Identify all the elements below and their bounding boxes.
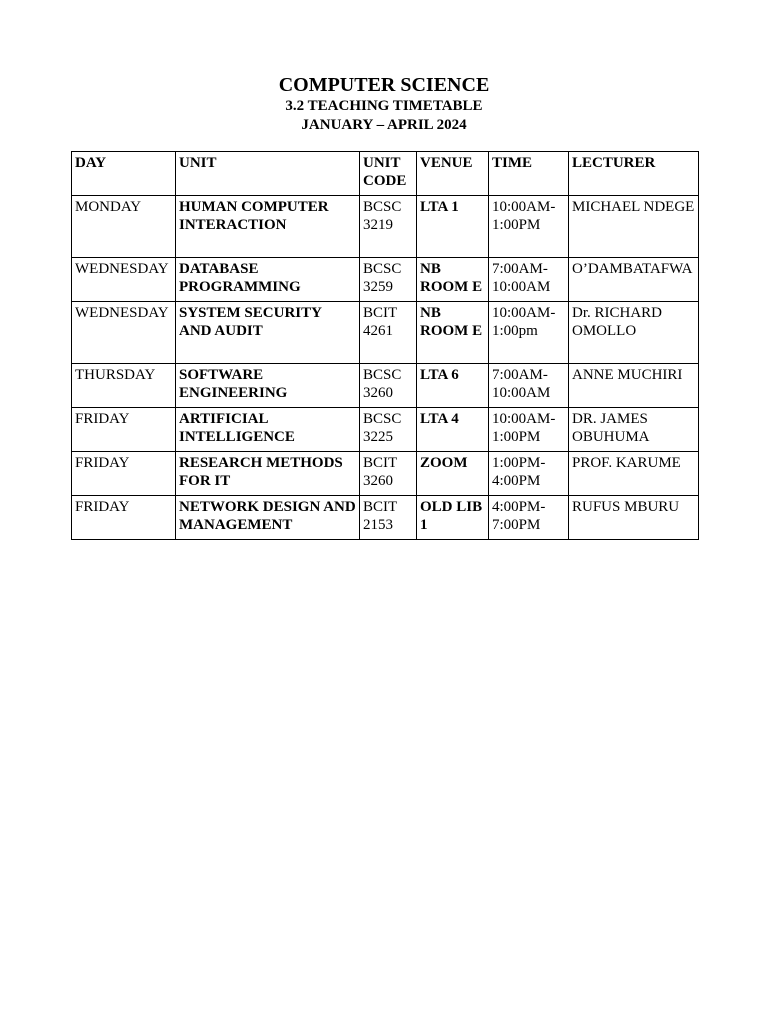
cell-unit: SOFTWARE ENGINEERING (176, 364, 360, 408)
cell-unit-code: BCSC 3260 (360, 364, 417, 408)
cell-day: THURSDAY (72, 364, 176, 408)
cell-lecturer: RUFUS MBURU (569, 496, 699, 540)
cell-lecturer: ANNE MUCHIRI (569, 364, 699, 408)
cell-unit: DATABASE PROGRAMMING (176, 258, 360, 302)
header-day: DAY (72, 152, 176, 196)
cell-unit: RESEARCH METHODS FOR IT (176, 452, 360, 496)
document-title: COMPUTER SCIENCE (278, 74, 490, 96)
cell-day: FRIDAY (72, 408, 176, 452)
table-row (72, 408, 699, 452)
cell-day: WEDNESDAY (72, 258, 176, 302)
cell-venue: LTA 1 (417, 196, 489, 258)
cell-day: MONDAY (72, 196, 176, 258)
cell-time: 7:00AM-10:00AM (489, 364, 569, 408)
cell-venue: OLD LIB 1 (417, 496, 489, 540)
cell-venue: LTA 6 (417, 364, 489, 408)
header-unit: UNIT (176, 152, 360, 196)
cell-unit: HUMAN COMPUTER INTERACTION (176, 196, 360, 258)
cell-venue: LTA 4 (417, 408, 489, 452)
table-row (72, 302, 699, 364)
document-subtitle: 3.2 TEACHING TIMETABLE (285, 98, 483, 114)
cell-time: 7:00AM-10:00AM (489, 258, 569, 302)
timetable (71, 151, 699, 540)
cell-lecturer: O’DAMBATAFWA (569, 258, 699, 302)
cell-venue: ZOOM (417, 452, 489, 496)
cell-venue: NB ROOM E (417, 258, 489, 302)
table-row (72, 452, 699, 496)
table-row (72, 496, 699, 540)
cell-day: WEDNESDAY (72, 302, 176, 364)
cell-time: 4:00PM-7:00PM (489, 496, 569, 540)
cell-unit-code: BCIT 4261 (360, 302, 417, 364)
header-lecturer: LECTURER (569, 152, 699, 196)
table-row (72, 364, 699, 408)
table-header-row (72, 152, 699, 196)
cell-unit: SYSTEM SECURITY AND AUDIT (176, 302, 360, 364)
header-time: TIME (489, 152, 569, 196)
table-row (72, 258, 699, 302)
cell-unit: ARTIFICIAL INTELLIGENCE (176, 408, 360, 452)
cell-time: 10:00AM-1:00pm (489, 302, 569, 364)
table-row (72, 196, 699, 258)
document-term: JANUARY – APRIL 2024 (301, 117, 467, 133)
cell-unit-code: BCSC 3219 (360, 196, 417, 258)
cell-day: FRIDAY (72, 452, 176, 496)
cell-lecturer: DR. JAMES OBUHUMA (569, 408, 699, 452)
cell-lecturer: MICHAEL NDEGE (569, 196, 699, 258)
cell-unit: NETWORK DESIGN AND MANAGEMENT (176, 496, 360, 540)
cell-time: 10:00AM-1:00PM (489, 196, 569, 258)
cell-unit-code: BCIT 2153 (360, 496, 417, 540)
cell-venue: NB ROOM E (417, 302, 489, 364)
cell-unit-code: BCSC 3225 (360, 408, 417, 452)
cell-time: 1:00PM-4:00PM (489, 452, 569, 496)
header-venue: VENUE (417, 152, 489, 196)
cell-time: 10:00AM-1:00PM (489, 408, 569, 452)
cell-day: FRIDAY (72, 496, 176, 540)
cell-unit-code: BCIT 3260 (360, 452, 417, 496)
cell-lecturer: PROF. KARUME (569, 452, 699, 496)
cell-unit-code: BCSC 3259 (360, 258, 417, 302)
header-unit-code: UNIT CODE (360, 152, 417, 196)
cell-lecturer: Dr. RICHARD OMOLLO (569, 302, 699, 364)
